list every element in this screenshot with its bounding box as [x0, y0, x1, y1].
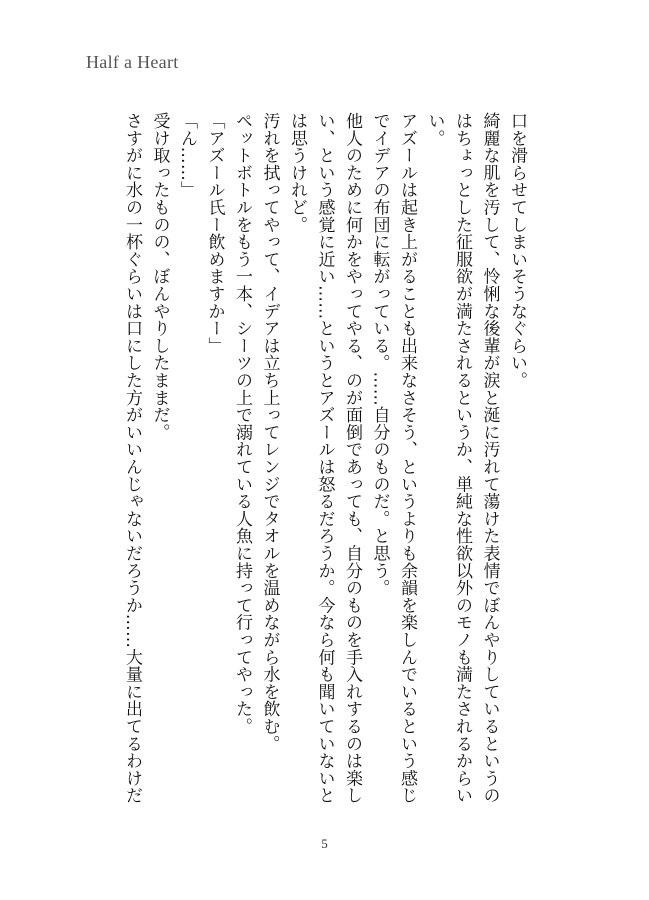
- paragraph: さすがに水の一杯ぐらいは口にした方がいいんじゃないだろうか……大量に出てるわけだ: [122, 112, 142, 804]
- paragraph: 汚れを拭ってやって、イデアは立ち上ってレンジでタオルを温めながら水を飲む。: [259, 112, 280, 753]
- paragraph: 「ん……」: [177, 112, 197, 199]
- running-header-title: Half a Heart: [86, 52, 179, 72]
- paragraph: 綺麗な肌を汚して、怜悧な後輩が涙と涎に汚れて蕩けた表情でぼんやりしているというのはちょっとした征服欲が満たされるというか、単純な性欲以外のモノも満たされるからいい。: [424, 112, 500, 804]
- paragraph: 口を滑らせてしまいそうなぐらい。: [507, 112, 527, 389]
- paragraph: 受け取ったものの、ぼんやりしたままだ。: [149, 112, 170, 441]
- paragraph: 他人のために何かをやってやる、のが面倒であっても、自分のものを手入れするのは楽しい、という感覚に近い……というとアズールは怒るだろうか。今なら何も聞いていないとは思うけれど。: [287, 112, 362, 804]
- paragraph: アズールは起き上がることも出来なさそう、というよりも余韻を楽しんでいるという感じでイデアの布団に転がっている。……自分のものだ。と思う。: [369, 112, 417, 804]
- paragraph: 「アズール氏ー飲めますかー」: [204, 112, 225, 355]
- paragraph: ペットボトルをもう一本、シーツの上で溺れている人魚に持って行ってやった。: [232, 112, 252, 735]
- page-number: 5: [321, 836, 328, 851]
- vertical-body-text: [92, 112, 530, 808]
